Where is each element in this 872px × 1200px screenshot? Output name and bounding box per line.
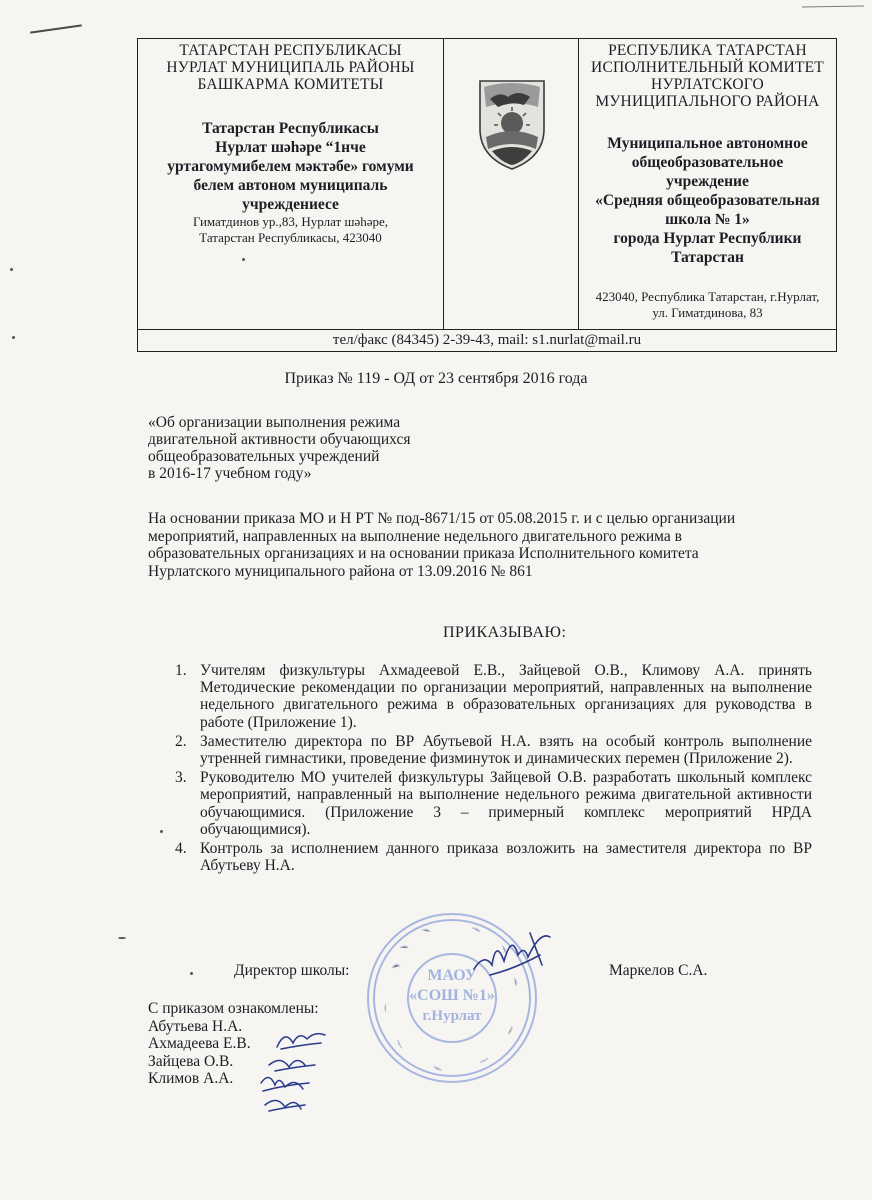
order-item [175, 733, 812, 767]
russian-org-line-3: НУРЛАТСКОГО [651, 76, 764, 93]
tatar-school-line-3: уртагомумибелем мәктәбе» гомуми [167, 158, 414, 175]
item-number: 4. [175, 840, 187, 858]
russian-address-line-1: 423040, Республика Татарстан, г.Нурлат, [595, 289, 820, 304]
order-heading: ПРИКАЗЫВАЮ: [443, 624, 567, 641]
subject-line: «Об организации выполнения режима [148, 414, 401, 431]
russian-org-line-1: РЕСПУБЛИКА ТАТАРСТАН [608, 42, 807, 59]
order-item [175, 662, 812, 731]
director-signature [470, 925, 560, 985]
item-number: 2. [175, 732, 187, 750]
russian-school-line-4: «Средняя общеобразовательная [595, 192, 820, 209]
russian-school-line-5: школа № 1» [665, 211, 750, 228]
scan-mark-top-right [802, 5, 864, 7]
stamp-line: «СОШ №1» [409, 987, 495, 1004]
stamp-line: МАОУ [427, 967, 477, 984]
ack-title: С приказом ознакомлены: [148, 1000, 319, 1017]
ack-name: Абутьева Н.А. [148, 1017, 243, 1035]
contact-line: тел/факс (84345) 2-39-43, mail: s1.nurlat@mail.ru [138, 329, 836, 351]
scan-mark-top-left [30, 24, 82, 33]
basis-line: На основании приказа МО и Н РТ № под-8671/15 от 05.08.2015 г. и с целью организации [148, 510, 736, 527]
stamp-line: г.Нурлат [422, 1008, 482, 1024]
scan-speck [10, 268, 13, 271]
subject-line: двигательной активности обучающихся [148, 431, 411, 448]
ack-name: Ахмадеева Е.В. [148, 1035, 251, 1053]
director-name: Маркелов С.А. [609, 962, 708, 979]
order-subject [148, 414, 410, 482]
item-text: Учителям физкультуры Ахмадеевой Е.В., Зайцевой О.В., Климову А.А. принять Методические рекомендации по организации мероприятий, направленных на выполнение недельного двигательного режима в образовательных организациях для руководства в работе (Приложение 1). [200, 662, 812, 731]
letterhead-crest-column [444, 39, 579, 329]
coat-of-arms-icon [474, 77, 550, 171]
item-number: 1. [175, 662, 187, 679]
ack-name: Климов А.А. [148, 1070, 234, 1088]
tatar-school-line-5: учреждениесе [242, 196, 339, 213]
russian-org-line-4: МУНИЦИПАЛЬНОГО РАЙОНА [595, 93, 820, 110]
tatar-org-line-2: НУРЛАТ МУНИЦИПАЛЬ РАЙОНЫ [166, 59, 415, 76]
tatar-address-line-2: Татарстан Республикасы, 423040 [199, 230, 382, 245]
russian-org-line-2: ИСПОЛНИТЕЛЬНЫЙ КОМИТЕТ [591, 59, 824, 76]
scan-speck [118, 937, 126, 939]
tatar-school-line-4: белем автоном муниципаль [193, 177, 388, 194]
letterhead [137, 38, 837, 352]
order-items [175, 662, 812, 876]
scan-speck [12, 336, 15, 339]
scan-speck [160, 830, 163, 833]
ack-name: Зайцева О.В. [148, 1052, 234, 1070]
basis-line: Нурлатского муниципального района от 13.09.2016 № 861 [148, 562, 533, 580]
order-item [175, 769, 812, 838]
order-item [175, 840, 812, 874]
tatar-school-line-1: Татарстан Республикасы [202, 120, 379, 137]
scan-speck [190, 972, 193, 975]
letterhead-tatar-column [138, 39, 444, 329]
order-title: Приказ № 119 - ОД от 23 сентября 2016 года [284, 370, 588, 387]
item-text: Заместителю директора по ВР Абутьевой Н.А. взять на особый контроль выполнение утренней гимнастики, проведение физминуток и динамических перемен (Приложение 2). [200, 732, 812, 768]
tatar-address-line-1: Гиматдинов ур.,83, Нурлат шәһәре, [192, 214, 389, 229]
subject-line: в 2016-17 учебном году» [148, 465, 312, 482]
russian-school-line-7: Татарстан [671, 249, 744, 266]
subject-line: общеобразовательных учреждений [148, 448, 380, 465]
russian-school-line-6: города Нурлат Республики [613, 230, 802, 247]
basis-line: мероприятий, направленных на выполнение недельного двигательного режима в [148, 527, 682, 545]
letterhead-russian-column [579, 39, 836, 329]
basis-line: образовательных организациях и на основании приказа Исполнительного комитета [148, 545, 699, 562]
item-text: Руководителю МО учителей физкультуры Зайцевой О.В. разработать школьный комплекс мероприятий, направленный на выполнение недельного режима двигательной активности обучающимися. (Приложение 3 – примерный комплекс мероприятий НРДА обучающимися). [200, 769, 812, 838]
item-number: 3. [175, 769, 187, 787]
russian-school-line-1: Муниципальное автономное [607, 135, 808, 152]
russian-school-line-2: общеобразовательное [631, 154, 784, 171]
russian-address-line-2: ул. Гиматдинова, 83 [652, 305, 763, 320]
item-text: Контроль за исполнением данного приказа возложить на заместителя директора по ВР Абутьеву Н.А. [200, 840, 812, 875]
tatar-school-line-2: Нурлат шәһәре “1нче [215, 139, 366, 156]
russian-school-line-3: учреждение [666, 173, 749, 190]
staff-signatures [255, 1025, 335, 1115]
director-label: Директор школы: [234, 962, 350, 979]
tatar-org-line-1: ТАТАРСТАН РЕСПУБЛИКАСЫ [179, 42, 402, 59]
order-basis [148, 510, 798, 580]
tatar-org-line-3: БАШКАРМА КОМИТЕТЫ [197, 76, 384, 93]
